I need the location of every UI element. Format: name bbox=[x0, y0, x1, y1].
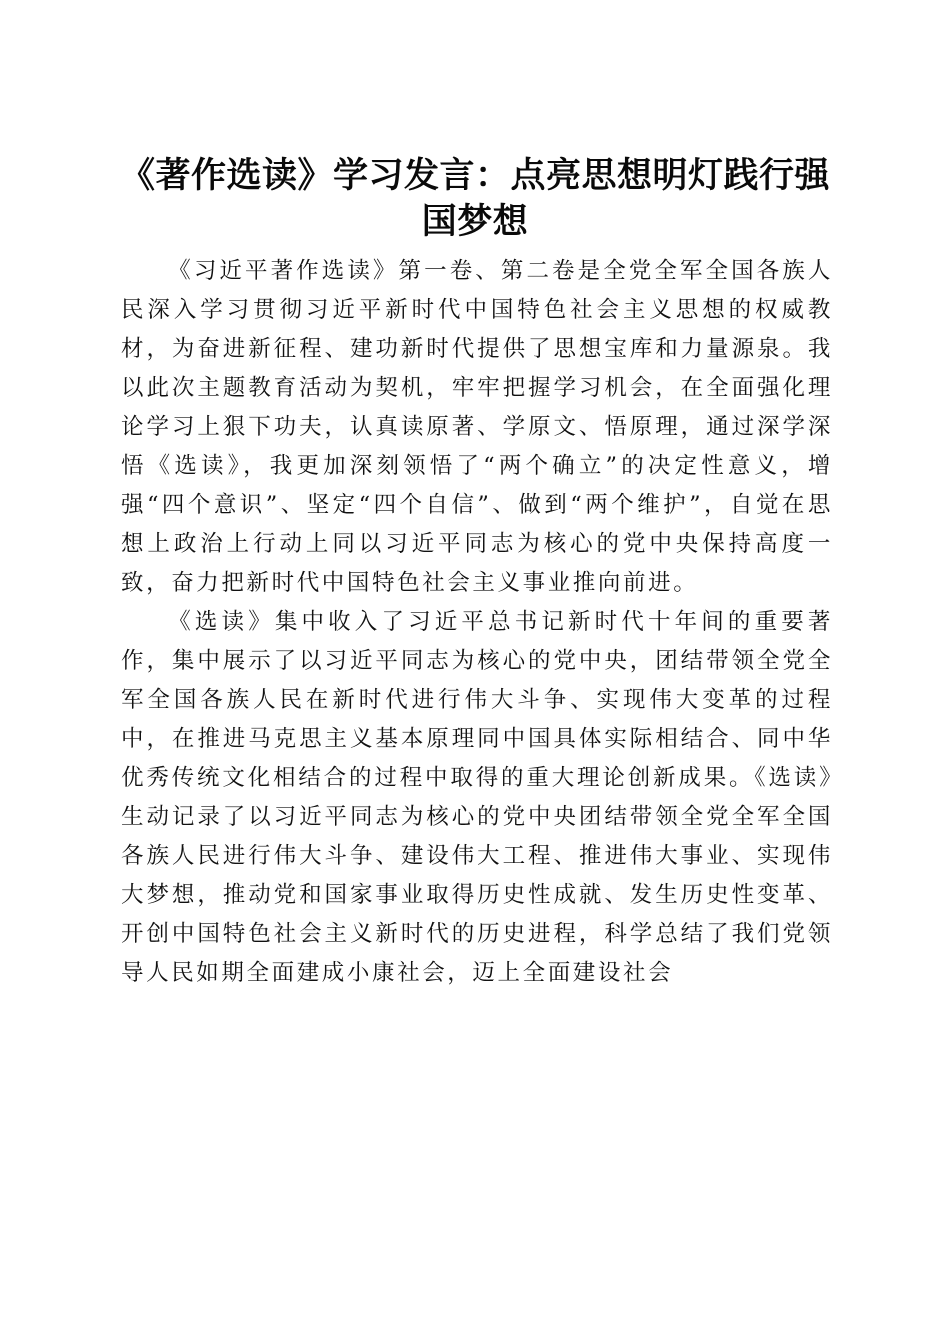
paragraph: 《选读》集中收入了习近平总书记新时代十年间的重要著作，集中展示了以习近平同志为核心的党中央，团结带领全党全军全国各族人民在新时代进行伟大斗争、实现伟大变革的过程中，在推进马克思主义基本原理同中国具体实际相结合、同中华优秀传统文化相结合的过程中取得的重大理论创新成果。《选读》生动记录了以习近平同志为核心的党中央团结带领全党全军全国各族人民进行伟大斗争、建设伟大工程、推进伟大事业、实现伟大梦想，推动党和国家事业取得历史性成就、发生历史性变革、开创中国特色社会主义新时代的历史进程，科学总结了我们党领导人民如期全面建成小康社会，迈上全面建设社会 bbox=[121, 609, 833, 986]
paragraph: 《习近平著作选读》第一卷、第二卷是全党全军全国各族人民深入学习贯彻习近平新时代中国特色社会主义思想的权威教材，为奋进新征程、建功新时代提供了思想宝库和力量源泉。我以此次主题教育活动为契机，牢牢把握学习机会，在全面强化理论学习上狠下功夫，认真读原著、学原文、悟原理，通过深学深悟《选读》，我更加深刻领悟了“两个确立”的决定性意义，增强“四个意识”、坚定“四个自信”、做到“两个维护”，自觉在思想上政治上行动上同以习近平同志为核心的党中央保持高度一致，奋力把新时代中国特色社会主义事业推向前进。 bbox=[121, 258, 833, 596]
document-title: 《著作选读》学习发言：点亮思想明灯践行强国梦想 bbox=[119, 155, 830, 243]
document-body bbox=[121, 252, 833, 993]
